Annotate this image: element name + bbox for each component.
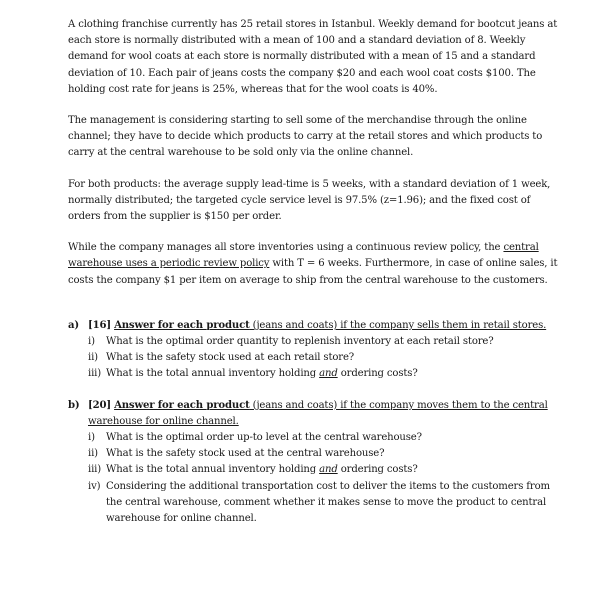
question-a-item-1: i) What is the optimal order quantity to replenish inventory at each retail store? xyxy=(88,336,494,348)
question-b-bold-instruction: Answer for each product xyxy=(114,399,250,411)
question-a-subquestions xyxy=(68,334,563,383)
question-b-subquestions xyxy=(68,430,563,527)
question-a-points: [16] xyxy=(88,319,111,331)
intro-paragraph-4 xyxy=(68,240,563,289)
emphasis-and: and xyxy=(319,368,338,380)
intro-paragraph-3: For both products: the average supply lead-time is 5 weeks, with a standard deviation of 1 week, normally distributed; the targeted cycle service level is 97.5% (z=1.96); and the fixed cost of orders from the supplier is $150 per order. xyxy=(68,178,551,223)
question-b-item-3: iii) What is the total annual inventory holding and ordering costs? xyxy=(88,464,418,476)
question-b-item-2: ii) What is the safety stock used at the central warehouse? xyxy=(88,448,385,460)
question-a-instruction-rest: (jeans and coats) if the company sells them in retail stores. xyxy=(249,319,547,331)
question-b-instruction-rest: (jeans and coats) if the company moves them to the central warehouse for online channel. xyxy=(88,399,548,427)
intro-paragraph-1: A clothing franchise currently has 25 retail stores in Istanbul. Weekly demand for bootcut jeans at each store is normally distributed with a mean of 100 and a standard deviation of 8. Weekly demand for wool coats at each store is normally distributed with a mean of 15 and a standard deviation of 10. Each pair of jeans costs the company $20 and each wool coat costs $100. The holding cost rate for jeans is 25%, whereas that for the wool coats is 40%. xyxy=(68,19,558,95)
emphasis-and: and xyxy=(319,464,338,476)
intro-paragraph-4-end: with T = 6 weeks. Furthermore, in case of online sales, it costs the company $1 per item on average to ship from the central warehouse to the customers. xyxy=(68,258,558,286)
question-b-points: [20] xyxy=(88,399,111,411)
intro-paragraph-4-start: While the company manages all store inventories using a continuous review policy, the xyxy=(68,242,504,254)
question-b-heading xyxy=(68,398,563,430)
question-b-item-4: iv) Considering the additional transportation cost to deliver the items to the customers from the central warehouse, comment whether it makes sense to move the product to central warehouse for online channel. xyxy=(88,480,550,525)
question-a-letter: a) xyxy=(68,319,80,331)
question-a-heading xyxy=(68,318,563,334)
intro-paragraph-2: The management is considering starting to sell some of the merchandise through the online channel; they have to decide which products to carry at the retail stores and which products to carry at the central warehouse to be sold only via the online channel. xyxy=(68,115,543,159)
question-b-letter: b) xyxy=(68,399,80,411)
question-a xyxy=(68,318,563,383)
question-a-bold-instruction: Answer for each product xyxy=(114,319,250,331)
question-a-item-3: iii) What is the total annual inventory holding and ordering costs? xyxy=(88,368,418,380)
central-warehouse-policy-phrase: central warehouse uses a periodic review policy xyxy=(68,242,539,270)
question-b xyxy=(68,398,563,528)
question-a-item-2: ii) What is the safety stock used at each retail store? xyxy=(88,352,355,364)
question-b-item-1: i) What is the optimal order up-to level at the central warehouse? xyxy=(88,432,422,444)
